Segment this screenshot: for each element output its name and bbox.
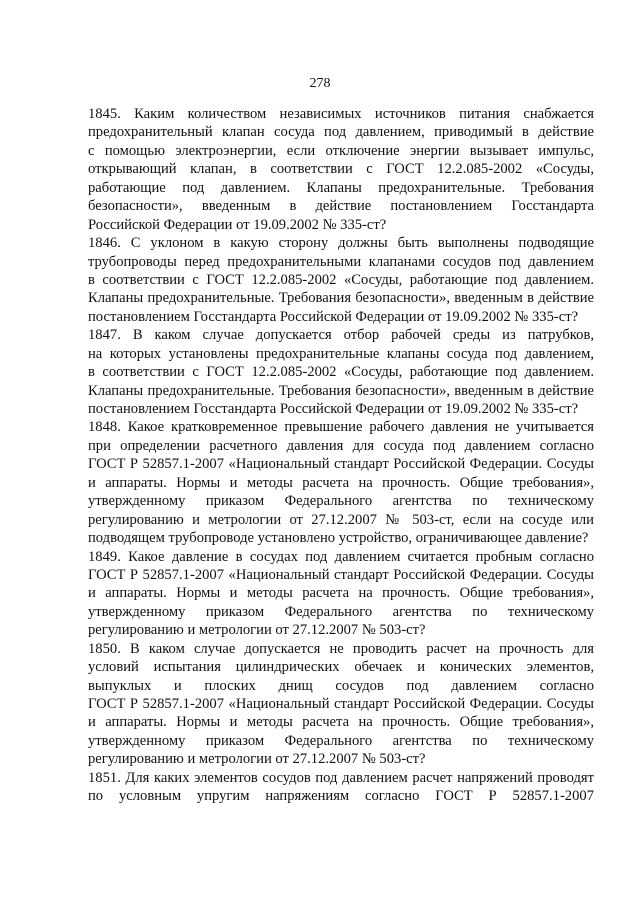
text-line: 1850. В каком случае допускается не проводить расчет на прочность для [88, 640, 594, 657]
text-line: ГОСТ Р 52857.1-2007 «Национальный стандарт Российской Федерации. Сосуды [88, 696, 594, 712]
text-line: по условным упругим напряжениям согласно ГОСТ Р 52857.1-2007 [88, 788, 594, 805]
text-line: предохранительный клапан сосуда под давлением, приводимый в действие [88, 124, 594, 141]
text-line: Российской Федерации от 19.09.2002 № 335-ст? [88, 216, 387, 233]
text-line: и аппараты. Нормы и методы расчета на прочность. Общие требования», [88, 585, 594, 602]
text-line: Клапаны предохранительные. Требования безопасности», введенным в действие [88, 382, 594, 399]
text-line: 1849. Какое давление в сосудах под давлением считается пробным согласно [88, 548, 594, 565]
text-line: регулированию и метрологии от 27.12.2007 № 503-ст? [88, 622, 426, 639]
text-line: с помощью электроэнергии, если отключение энергии вызывает импульс, [88, 142, 594, 159]
text-line: постановлением Госстандарта Российской Федерации от 19.09.2002 № 335-ст? [88, 401, 579, 417]
text-line: трубопроводы перед предохранительными клапанами сосудов под давлением [88, 253, 594, 270]
text-line: работающие под давлением. Клапаны предохранительные. Требования [88, 179, 594, 196]
text-line: утвержденному приказом Федерального агентства по техническому [88, 732, 594, 749]
text-line: Клапаны предохранительные. Требования безопасности», введенным в действие [88, 290, 594, 307]
text-line: регулированию и метрологии от 27.12.2007 № 503-ст, если на сосуде или [88, 511, 594, 528]
text-line: открывающий клапан, в соответствии с ГОСТ 12.2.085-2002 «Сосуды, [88, 161, 594, 178]
text-line: условий испытания цилиндрических обечаек и конических элементов, [88, 659, 594, 676]
text-line: в соответствии с ГОСТ 12.2.085-2002 «Сосуды, работающие под давлением. [88, 364, 594, 381]
text-line: постановлением Госстандарта Российской Федерации от 19.09.2002 № 335-ст? [88, 308, 579, 325]
text-line: и аппараты. Нормы и методы расчета на прочность. Общие требования», [88, 714, 594, 731]
text-line: 1851. Для каких элементов сосудов под давлением расчет напряжений проводят [88, 769, 594, 786]
document-body [88, 105, 594, 806]
text-line: и аппараты. Нормы и методы расчета на прочность. Общие требования», [88, 474, 594, 491]
text-line: подводящем трубопроводе установлено устройство, ограничивающее давление? [88, 530, 589, 547]
text-line: на которых установлены предохранительные клапаны сосуда под давлением, [88, 345, 594, 362]
text-line: регулированию и метрологии от 27.12.2007 № 503-ст? [88, 751, 426, 768]
text-line: 1846. С уклоном в какую сторону должны быть выполнены подводящие [88, 235, 594, 252]
text-line: утвержденному приказом Федерального агентства по техническому [88, 603, 594, 620]
text-line: утвержденному приказом Федерального агентства по техническому [88, 493, 594, 510]
text-line: 1847. В каком случае допускается отбор рабочей среды из патрубков, [88, 327, 594, 344]
text-line: выпуклых и плоских днищ сосудов под давлением согласно [88, 677, 594, 694]
text-line: 1845. Каким количеством независимых источников питания снабжается [88, 106, 594, 122]
text-line: безопасности», введенным в действие постановлением Госстандарта [88, 198, 594, 215]
text-line: в соответствии с ГОСТ 12.2.085-2002 «Сосуды, работающие под давлением. [88, 271, 594, 288]
text-line: ГОСТ Р 52857.1-2007 «Национальный стандарт Российской Федерации. Сосуды [88, 456, 594, 473]
page-number: 278 [309, 76, 331, 91]
text-line: ГОСТ Р 52857.1-2007 «Национальный стандарт Российской Федерации. Сосуды [88, 566, 594, 583]
text-line: 1848. Какое кратковременное превышение рабочего давления не учитывается [88, 419, 594, 436]
text-line: при определении расчетного давления для сосуда под давлением согласно [88, 437, 594, 454]
